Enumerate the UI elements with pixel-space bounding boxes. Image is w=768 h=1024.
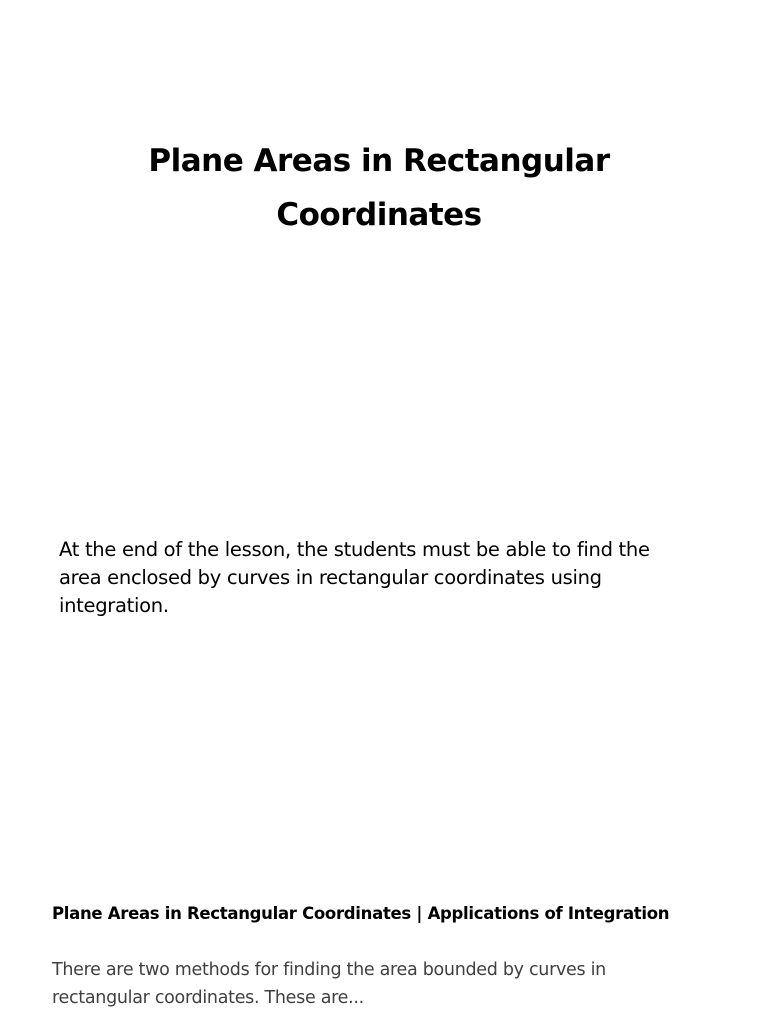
- article-intro-line-2: rectangular coordinates. These are...: [52, 988, 364, 1008]
- lesson-objective: [59, 536, 729, 620]
- slide-title: [100, 134, 658, 242]
- article-intro: [52, 956, 672, 1012]
- slide-title-line-1: Plane Areas in Rectangular: [148, 143, 610, 179]
- article-heading: Plane Areas in Rectangular Coordinates | Applications of Integration: [52, 904, 670, 923]
- lesson-objective-line-3: integration.: [59, 594, 169, 617]
- article-intro-line-1: There are two methods for finding the area bounded by curves in: [52, 960, 606, 980]
- lesson-objective-line-2: area enclosed by curves in rectangular coordinates using: [59, 566, 602, 589]
- lesson-objective-line-1: At the end of the lesson, the students must be able to find the: [59, 538, 650, 561]
- slide-title-line-2: Coordinates: [276, 197, 482, 233]
